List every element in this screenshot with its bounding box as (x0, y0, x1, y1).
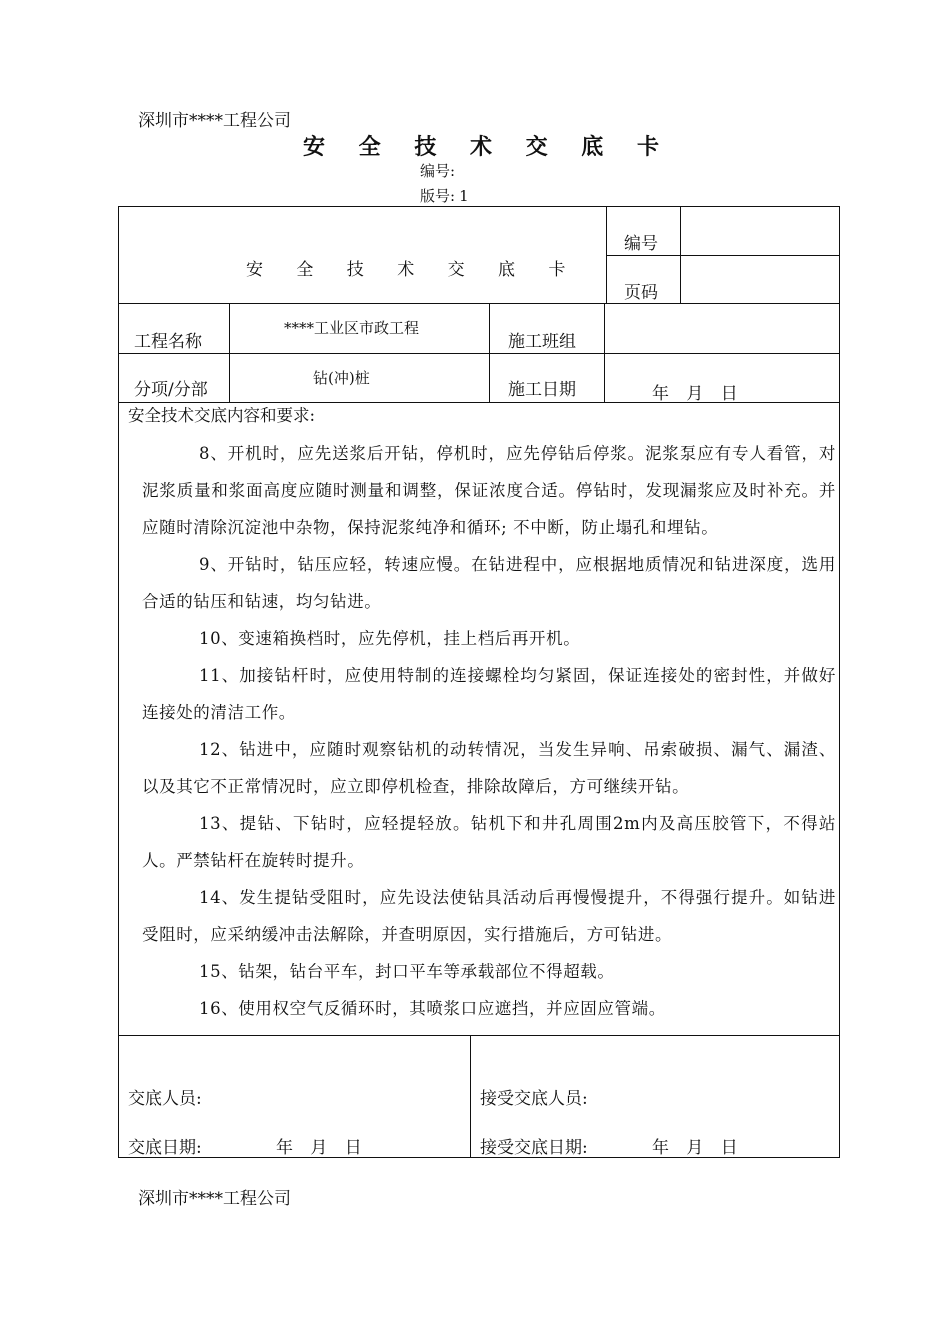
document-version-label: 版号: (420, 187, 456, 205)
document-title: 安 全 技 术 交 底 卡 (303, 134, 672, 160)
document-number-label: 编号: (420, 162, 456, 180)
content-item-14: 14、发生提钻受阻时，应先设法使钻具活动后再慢慢提升，不得强行提升。如钻进受阻时，应采纳缓冲击法解除，并查明原因，实行措施后，方可钻进。 (142, 888, 836, 944)
giver-label: 交底人员: (128, 1089, 202, 1109)
section-label: 分项/分部 (134, 380, 208, 400)
content-heading: 安全技术交底内容和要求: (128, 406, 316, 425)
card-number-label: 编号 (624, 234, 658, 254)
content-item-15: 15、钻架，钻台平车，封口平车等承载部位不得超载。 (199, 962, 615, 981)
document-version-value: 1 (459, 187, 469, 205)
giver-date-label: 交底日期: (128, 1138, 202, 1158)
receiver-date-value: 年 月 日 (652, 1138, 738, 1158)
content-item-10: 10、变速箱换档时，应先停机，挂上档后再开机。 (199, 629, 581, 648)
content-item-8: 8、开机时，应先送浆后开钻，停机时，应先停钻后停浆。泥浆泵应有专人看管，对泥浆质量和浆面高度应随时测量和调整，保证浓度合适。停钻时，发现漏浆应及时补充。并应随时清除沉淀池中杂物，保持泥浆纯净和循环; 不中断，防止塌孔和埋钻。 (142, 444, 836, 537)
content-item-13: 13、提钻、下钻时，应轻提轻放。钻机下和井孔周围2m内及高压胶管下，不得站人。严禁钻杆在旋转时提升。 (142, 814, 836, 870)
work-date-value: 年 月 日 (652, 384, 738, 404)
content-item-16: 16、使用权空气反循环时，其喷浆口应遮挡，并应固应管端。 (199, 999, 666, 1018)
project-name-label: 工程名称 (134, 332, 202, 352)
content-item-11: 11、加接钻杆时，应使用特制的连接螺栓均匀紧固，保证连接处的密封性，并做好连接处的清洁工作。 (142, 666, 836, 722)
content-item-12: 12、钻进中，应随时观察钻机的动转情况，当发生异响、吊索破损、漏气、漏渣、以及其它不正常情况时，应立即停机检查，排除故障后，方可继续开钻。 (142, 740, 836, 796)
receiver-date-label: 接受交底日期: (480, 1138, 588, 1158)
safety-content (128, 403, 836, 1027)
footer-company-name: 深圳市****工程公司 (138, 1189, 291, 1209)
company-name: 深圳市****工程公司 (138, 111, 291, 131)
work-date-label: 施工日期 (508, 380, 576, 400)
receiver-label: 接受交底人员: (480, 1089, 588, 1109)
card-page-label: 页码 (624, 283, 658, 303)
content-item-9: 9、开钻时，钻压应轻，转速应慢。在钻进程中，应根据地质情况和钻进深度，选用合适的钻压和钻速，均匀钻进。 (142, 555, 836, 611)
section-value: 钻(冲)桩 (313, 369, 370, 387)
giver-date-value: 年 月 日 (276, 1138, 362, 1158)
card-title: 安 全 技 术 交 底 卡 (246, 260, 580, 280)
project-name-value: ****工业区市政工程 (284, 319, 420, 337)
document-version (420, 185, 469, 206)
document-number (420, 160, 455, 181)
team-label: 施工班组 (508, 332, 576, 352)
